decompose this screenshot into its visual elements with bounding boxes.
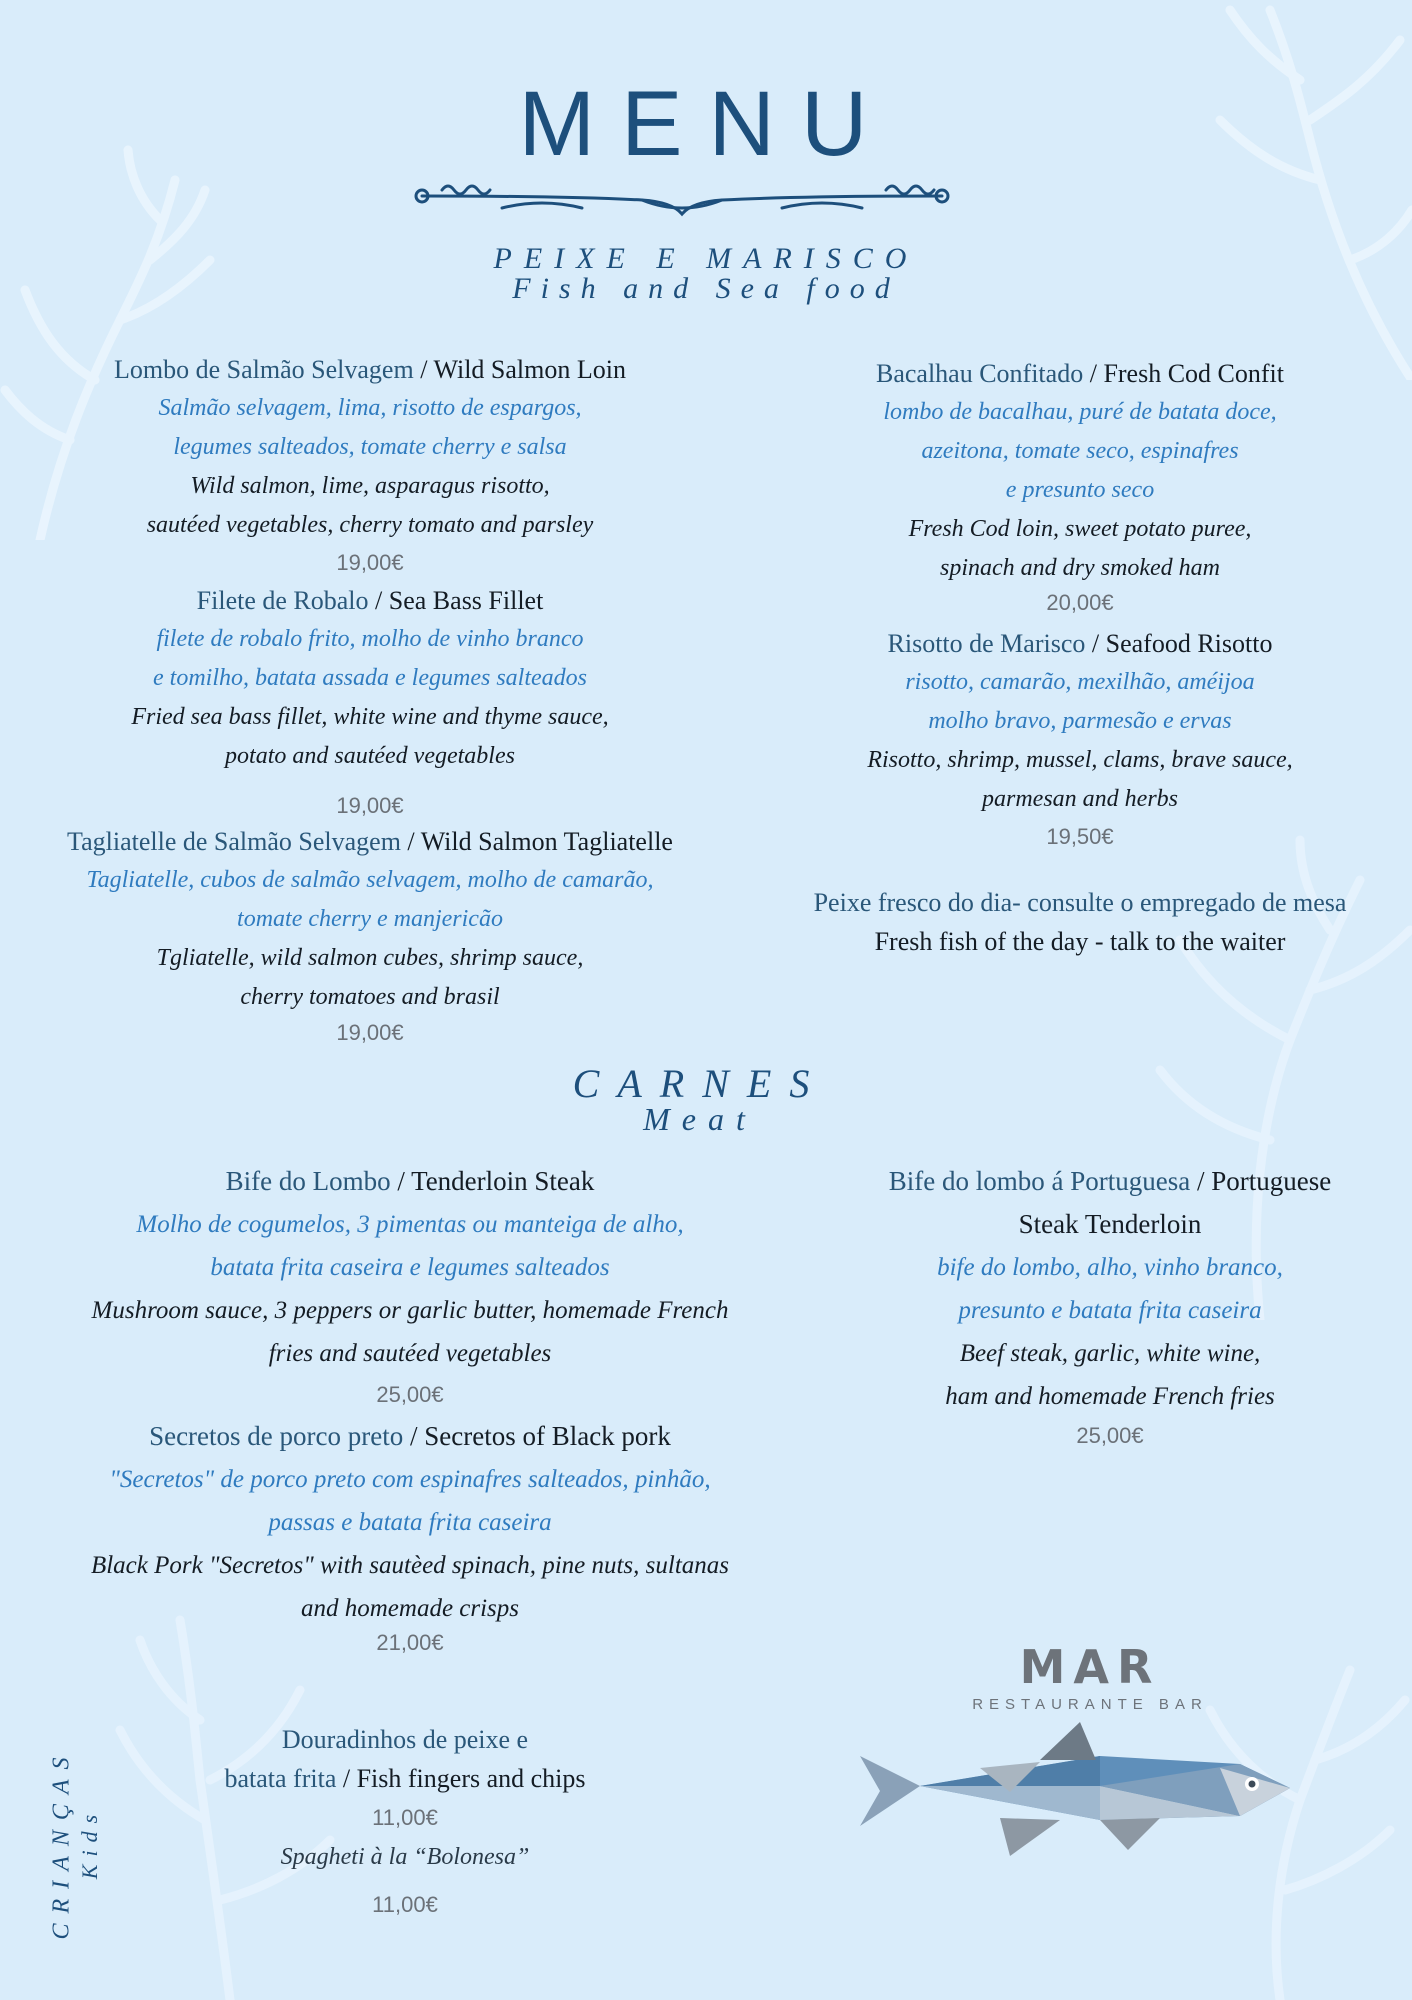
fish-left-column (10, 350, 730, 1049)
dish-price: 25,00€ (1076, 1423, 1144, 1448)
dish-description-pt: presunto e batata frita caseira (958, 1297, 1262, 1324)
fish-section-title-en: Fish and Sea food (512, 272, 900, 305)
dish-price: 21,00€ (376, 1630, 444, 1655)
dish-fish-fingers (150, 1720, 660, 1838)
restaurant-logo (920, 1640, 1260, 1713)
dish-price: 11,00€ (372, 1805, 438, 1830)
dish-price: 19,00€ (336, 1020, 404, 1045)
meat-section-title-en: Meat (643, 1101, 757, 1137)
dish-description-en: cherry tomatoes and brasil (240, 984, 500, 1010)
dish-description-en: sautéed vegetables, cherry tomato and parsley (146, 512, 594, 538)
dish-description-en: Risotto, shrimp, mussel, clams, brave sauce, (867, 747, 1293, 773)
dish-seafood-risotto (760, 624, 1400, 855)
dish-spaghetti-bolonesa (150, 1838, 660, 1925)
fresh-fish-note-pt: Peixe fresco do dia- consulte o empregado de mesa (813, 888, 1347, 917)
dish-title: Lombo de Salmão Selvagem / Wild Salmon Loin (114, 355, 626, 384)
dish-description-pt: risotto, camarão, mexilhão, améijoa (905, 669, 1255, 695)
fish-section-title-pt: PEIXE E MARISCO (493, 242, 919, 275)
dish-description-pt: filete de robalo frito, molho de vinho branco (156, 626, 584, 652)
dish-title: Bife do lombo á Portuguesa / Portuguese (888, 1166, 1332, 1196)
dish-description-pt: legumes salteados, tomate cherry e salsa (173, 434, 567, 460)
dish-title: Filete de Robalo / Sea Bass Fillet (196, 586, 544, 615)
meat-section-heading (490, 1060, 910, 1138)
dish-description-en: Mushroom sauce, 3 peppers or garlic butter, homemade French (91, 1297, 729, 1324)
dish-title: Spagheti à la “Bolonesa” (280, 1844, 530, 1870)
dish-description-pt: azeitona, tomate seco, espinafres (921, 438, 1239, 464)
dish-price: 11,00€ (372, 1892, 438, 1917)
dish-description-pt: passas e batata frita caseira (268, 1509, 552, 1536)
kids-menu (150, 1720, 660, 1925)
dish-title: Tagliatelle de Salmão Selvagem / Wild Salmon Tagliatelle (67, 827, 673, 856)
dish-title: Risotto de Marisco / Seafood Risotto (887, 629, 1273, 658)
dish-price: 25,00€ (376, 1382, 444, 1407)
dish-tenderloin-steak (10, 1160, 810, 1415)
fresh-fish-note-en: Fresh fish of the day - talk to the waiter (874, 927, 1286, 956)
logo-name: MAR (1019, 1640, 1161, 1694)
dish-title: Douradinhos de peixe e (281, 1725, 529, 1754)
dish-description-pt: Tagliatelle, cubos de salmão selvagem, molho de camarão, (86, 867, 654, 893)
dish-description-pt: e presunto seco (1005, 477, 1155, 503)
dish-description-pt: Molho de cogumelos, 3 pimentas ou manteiga de alho, (136, 1211, 684, 1238)
sardine-logo-icon (860, 1716, 1300, 1866)
dish-title-continued: Steak Tenderloin (1018, 1209, 1202, 1239)
dish-description-pt: bife do lombo, alho, vinho branco, (937, 1254, 1283, 1281)
kids-section-title-en: Kids (77, 1806, 102, 1880)
coral-decoration-top-right (1160, 0, 1412, 380)
dish-description-pt: "Secretos" de porco preto com espinafres salteados, pinhão, (109, 1466, 711, 1493)
dish-description-en: Beef steak, garlic, white wine, (959, 1340, 1261, 1367)
dish-description-pt: lombo de bacalhau, puré de batata doce, (883, 399, 1277, 425)
dish-wild-salmon-tagliatelle (10, 822, 730, 1049)
dish-description-en: parmesan and herbs (982, 786, 1178, 812)
dish-description-en: Wild salmon, lime, asparagus risotto, (190, 473, 550, 499)
dish-price: 19,00€ (336, 793, 404, 818)
flourish-divider-icon (402, 178, 962, 228)
dish-sea-bass-fillet (10, 581, 730, 822)
dish-wild-salmon-loin (10, 350, 730, 581)
dish-secretos-black-pork (10, 1415, 810, 1656)
kids-section-title-pt: CRIANÇAS (48, 1747, 75, 1940)
dish-description-en: Black Pork "Secretos" with sautèed spinach, pine nuts, sultanas (90, 1552, 730, 1579)
dish-description-en: spinach and dry smoked ham (940, 555, 1220, 581)
dish-price: 19,00€ (336, 550, 404, 575)
fish-section-heading (406, 242, 1006, 306)
meat-right-column (820, 1160, 1400, 1454)
dish-fresh-cod-confit (760, 354, 1400, 618)
dish-description-pt: Salmão selvagem, lima, risotto de espargos, (158, 395, 582, 421)
dish-description-pt: batata frita caseira e legumes salteados (210, 1254, 610, 1281)
dish-description-en: ham and homemade French fries (945, 1383, 1275, 1410)
dish-price: 20,00€ (1046, 590, 1114, 615)
logo-subtitle: RESTAURANTE BAR (972, 1696, 1208, 1713)
fresh-fish-note (760, 883, 1400, 961)
dish-description-en: Fried sea bass fillet, white wine and thyme sauce, (131, 704, 609, 730)
dish-description-pt: molho bravo, parmesão e ervas (928, 708, 1232, 734)
dish-description-en: potato and sautéed vegetables (225, 743, 515, 769)
dish-portuguese-steak (820, 1160, 1400, 1454)
dish-description-en: and homemade crisps (300, 1595, 520, 1622)
menu-title: MENU (518, 73, 894, 175)
dish-description-en: fries and sautéed vegetables (268, 1340, 552, 1367)
dish-title-continued: batata frita / Fish fingers and chips (224, 1764, 586, 1793)
fish-right-column (760, 354, 1400, 961)
dish-description-pt: e tomilho, batata assada e legumes salteados (153, 665, 587, 691)
dish-title: Bacalhau Confitado / Fresh Cod Confit (875, 359, 1285, 388)
kids-section-heading (20, 1680, 100, 1940)
meat-left-column (10, 1160, 810, 1656)
dish-description-en: Tgliatelle, wild salmon cubes, shrimp sauce, (156, 945, 584, 971)
dish-price: 19,50€ (1046, 824, 1114, 849)
dish-title: Secretos de porco preto / Secretos of Black pork (149, 1421, 671, 1451)
dish-description-pt: tomate cherry e manjericão (237, 906, 503, 932)
dish-title: Bife do Lombo / Tenderloin Steak (225, 1166, 595, 1196)
meat-section-title-pt: CARNES (572, 1061, 828, 1106)
dish-description-en: Fresh Cod loin, sweet potato puree, (908, 516, 1252, 542)
